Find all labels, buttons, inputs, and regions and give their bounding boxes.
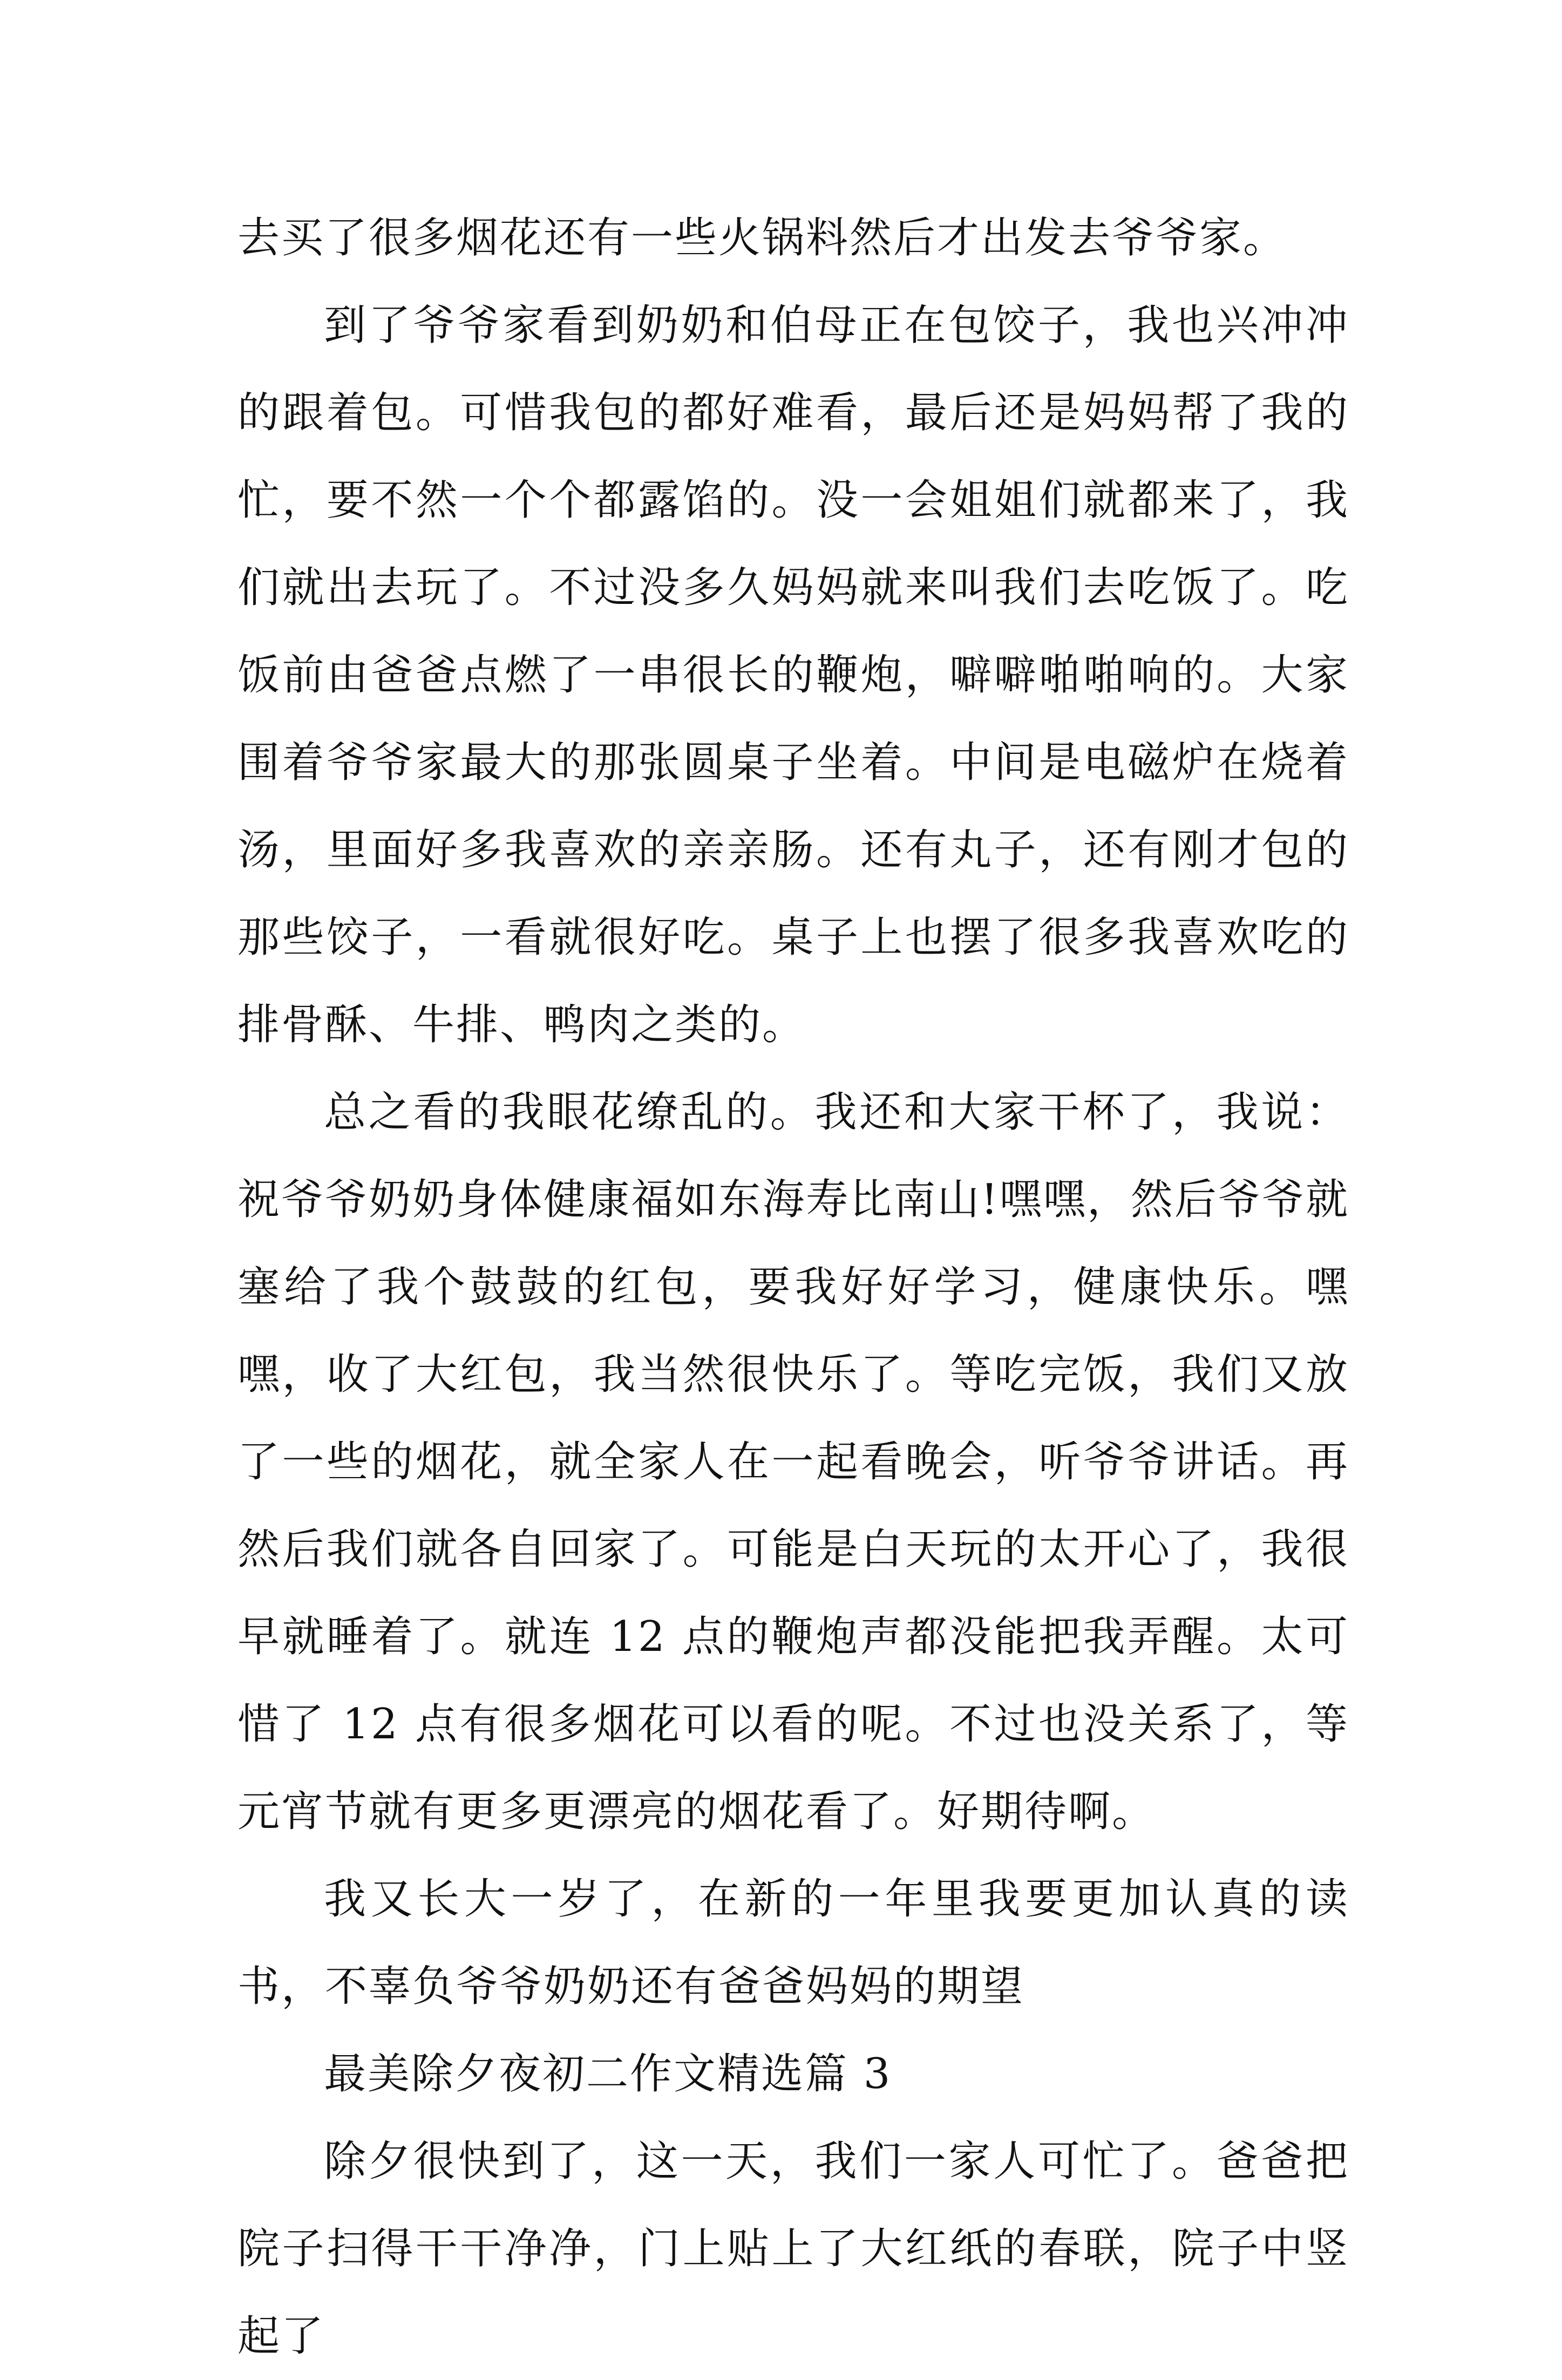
paragraph-2: 到了爷爷家看到奶奶和伯母正在包饺子，我也兴冲冲的跟着包。可惜我包的都好难看，最后还是妈妈帮了我的忙，要不然一个个都露馅的。没一会姐姐们就都来了，我们就出去玩了。不过没多久妈妈就来叫我们去吃饭了。吃饭前由爸爸点燃了一串很长的鞭炮，噼噼啪啪响的。大家围着爷爷家最大的那张圆桌子坐着。中间是电磁炉在烧着汤，里面好多我喜欢的亲亲肠。还有丸子，还有刚才包的那些饺子，一看就很好吃。桌子上也摆了很多我喜欢吃的排骨酥、牛排、鸭肉之类的。 — [237, 301, 1349, 1049]
section-heading: 最美除夕夜初二作文精选篇 3 — [324, 2050, 892, 2098]
essay-body — [237, 194, 1349, 2380]
paragraph-1: 去买了很多烟花还有一些火锅料然后才出发去爷爷家。 — [237, 214, 1287, 262]
paragraph-3: 总之看的我眼花缭乱的。我还和大家干杯了，我说：祝爷爷奶奶身体健康福如东海寿比南山!嘿嘿，然后爷爷就塞给了我个鼓鼓的红包，要我好好学习，健康快乐。嘿嘿，收了大红包，我当然很快乐了。等吃完饭，我们又放了一些的烟花，就全家人在一起看晚会，听爷爷讲话。再然后我们就各自回家了。可能是白天玩的太开心了，我很早就睡着了。就连 12 点的鞭炮声都没能把我弄醒。太可惜了 12 点有很多烟花可以看的呢。不过也没关系了，等元宵节就有更多更漂亮的烟花看了。好期待啊。 — [237, 1088, 1349, 1836]
paragraph-4: 我又长大一岁了，在新的一年里我要更加认真的读书，不辜负爷爷奶奶还有爸爸妈妈的期望 — [237, 1875, 1349, 2011]
paragraph-5: 除夕很快到了，这一天，我们一家人可忙了。爸爸把院子扫得干干净净，门上贴上了大红纸的春联，院子中竖起了 — [237, 2137, 1349, 2361]
